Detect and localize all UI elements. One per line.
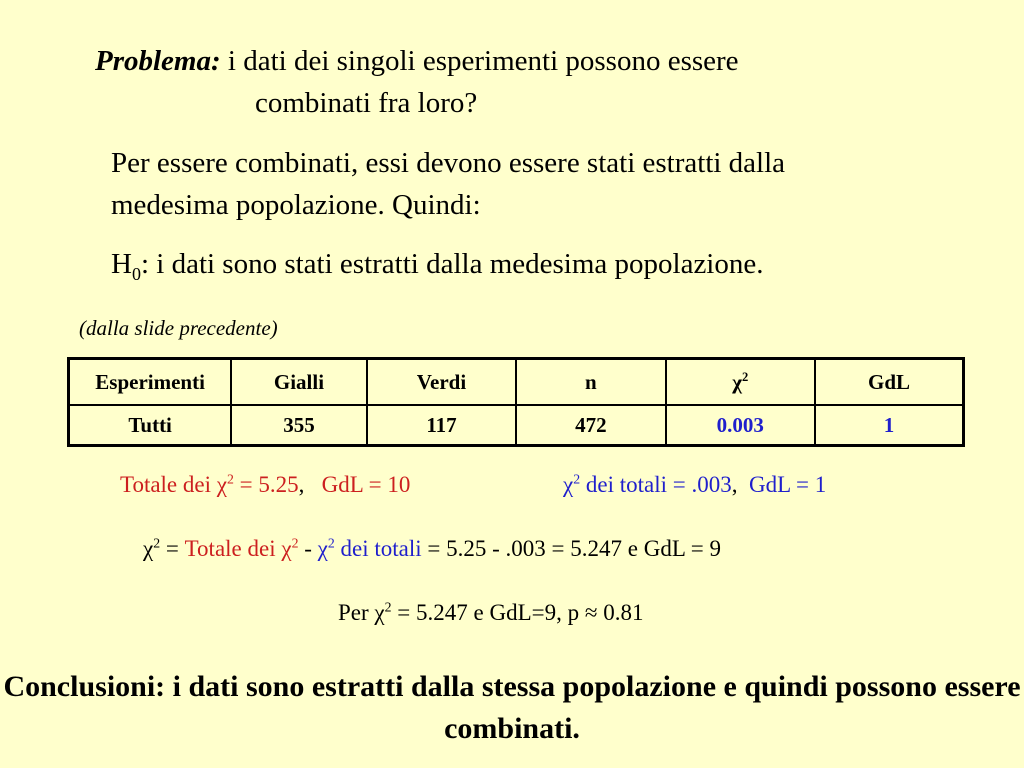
table-header-row <box>69 359 964 406</box>
hypothesis-text: : i dati sono stati estratti dalla medesima popolazione. <box>140 248 764 280</box>
hypothesis-subscript: 0 <box>131 263 141 284</box>
blue-comma: , <box>731 472 738 497</box>
formula-blue-label: dei totali <box>334 536 422 561</box>
red-chi-sup: 2 <box>226 471 234 487</box>
chi-formula <box>143 536 721 562</box>
header-gialli: Gialli <box>231 359 367 406</box>
summary-totals-red <box>120 472 410 498</box>
null-hypothesis <box>111 248 764 285</box>
problem-statement <box>95 40 739 124</box>
header-chi2 <box>666 359 815 406</box>
p-value-line <box>338 600 643 626</box>
problem-label: Problema: <box>95 45 221 77</box>
problem-text-line1: i dati dei singoli esperimenti possono essere <box>227 45 739 77</box>
formula-chi-sup: 2 <box>153 535 161 551</box>
red-total-value: = 5.25 <box>233 472 299 497</box>
red-comma: , <box>298 472 305 497</box>
problem-text-line2: combinati fra loro? <box>255 87 478 119</box>
red-chi: χ <box>216 472 227 497</box>
header-chi-symbol: χ <box>732 369 742 394</box>
blue-chi-sup: 2 <box>573 471 581 487</box>
formula-blue-chi: χ <box>317 536 328 561</box>
blue-chi: χ <box>563 472 574 497</box>
formula-chi: χ <box>143 536 154 561</box>
result-per: Per <box>338 600 375 625</box>
summary-totals-blue <box>563 472 826 498</box>
hypothesis-symbol: H <box>111 248 132 280</box>
formula-eq: = <box>160 536 185 561</box>
blue-total-value: dei totali = .003 <box>580 472 732 497</box>
source-note: (dalla slide precedente) <box>79 316 278 340</box>
formula-blue-chi-sup: 2 <box>327 535 335 551</box>
header-n: n <box>516 359 665 406</box>
red-total-label: Totale dei <box>120 472 217 497</box>
cell-gdl: 1 <box>815 405 963 446</box>
header-gdl: GdL <box>815 359 963 406</box>
cell-gialli: 355 <box>231 405 367 446</box>
cell-n: 472 <box>516 405 665 446</box>
formula-rest: = 5.25 - .003 = 5.247 e GdL = 9 <box>421 536 721 561</box>
formula-minus: - <box>298 536 318 561</box>
formula-red-label: Totale dei <box>184 536 282 561</box>
data-table <box>67 357 965 447</box>
header-verdi: Verdi <box>367 359 516 406</box>
cell-chi2: 0.003 <box>666 405 815 446</box>
paragraph-line1: Per essere combinati, essi devono essere stati estratti dalla <box>111 147 786 179</box>
result-chi-sup: 2 <box>384 599 392 615</box>
cell-esperimenti: Tutti <box>69 405 232 446</box>
result-chi: χ <box>374 600 385 625</box>
formula-red-chi: χ <box>281 536 292 561</box>
red-gdl: GdL = 10 <box>321 472 411 497</box>
paragraph-line2: medesima popolazione. Quindi: <box>111 189 481 221</box>
combination-paragraph <box>111 142 785 226</box>
table-row <box>69 405 964 446</box>
header-chi-sup: 2 <box>742 369 749 384</box>
result-rest: = 5.247 e GdL=9, p ≈ 0.81 <box>391 600 644 625</box>
formula-red-chi-sup: 2 <box>291 535 299 551</box>
blue-gdl: GdL = 1 <box>748 472 827 497</box>
cell-verdi: 117 <box>367 405 516 446</box>
header-esperimenti: Esperimenti <box>69 359 232 406</box>
conclusion: Conclusioni: i dati sono estratti dalla stessa popolazione e quindi possono essere combinati. <box>3 670 1021 745</box>
